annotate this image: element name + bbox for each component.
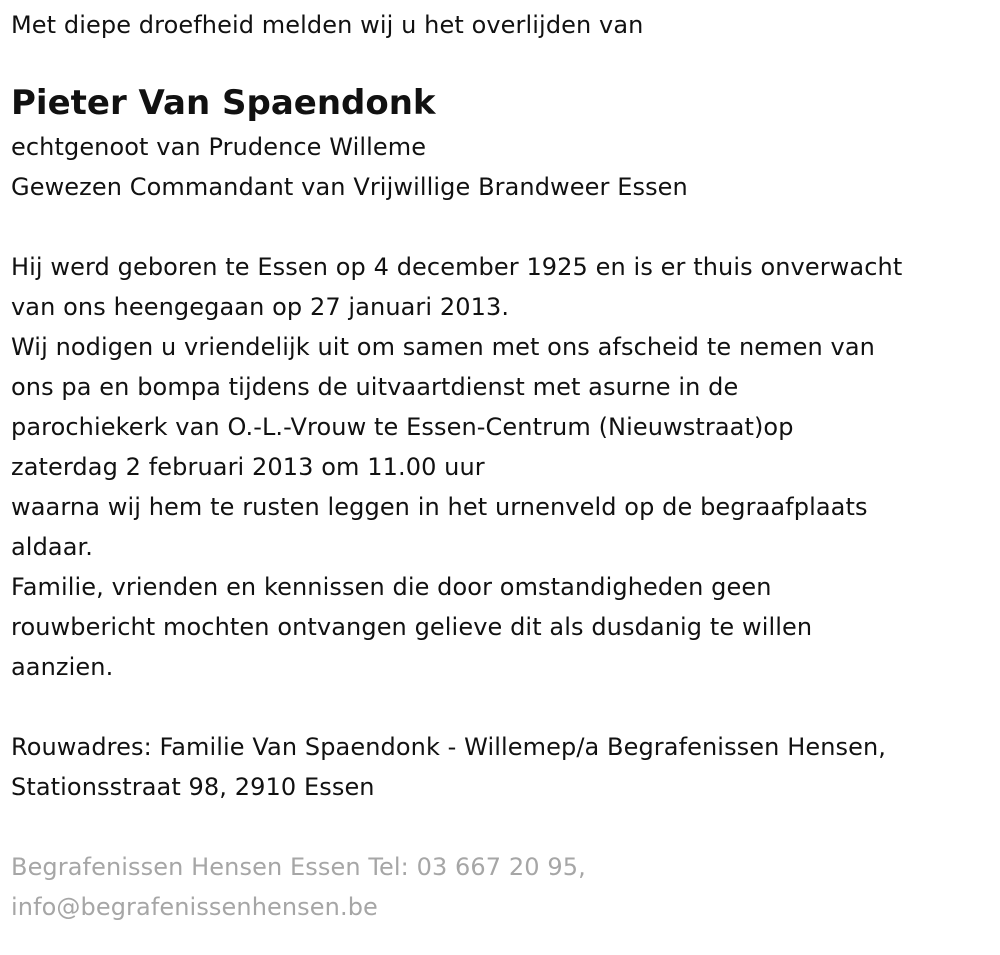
body-line: Wij nodigen u vriendelijk uit om samen met ons afscheid te nemen van — [11, 333, 875, 361]
body-text — [11, 247, 1000, 687]
body-line: waarna wij hem te rusten leggen in het urnenveld op de begraafplaats — [11, 493, 868, 521]
address-line: Rouwadres: Familie Van Spaendonk - Willemep/a Begrafenissen Hensen, — [11, 733, 887, 761]
body-line: van ons heengegaan op 27 januari 2013. — [11, 293, 510, 321]
body-line: zaterdag 2 februari 2013 om 11.00 uur — [11, 453, 485, 481]
deceased-name: Pieter Van Spaendonk — [11, 83, 436, 123]
body-line: rouwbericht mochten ontvangen gelieve dit als dusdanig te willen — [11, 613, 813, 641]
footer-email-line: info@begrafenissenhensen.be — [11, 893, 378, 921]
body-line: Familie, vrienden en kennissen die door omstandigheden geen — [11, 573, 772, 601]
intro-line: Met diepe droefheid melden wij u het overlijden van — [11, 11, 644, 39]
funeral-home-footer — [11, 847, 1000, 927]
body-line: aanzien. — [11, 653, 114, 681]
spacer — [11, 687, 1000, 727]
spacer — [11, 807, 1000, 847]
mourning-address — [11, 727, 1000, 807]
body-line: parochiekerk van O.-L.-Vrouw te Essen-Centrum (Nieuwstraat)op — [11, 413, 794, 441]
obituary-notice — [0, 5, 1000, 955]
body-line: aldaar. — [11, 533, 94, 561]
address-line: Stationsstraat 98, 2910 Essen — [11, 773, 375, 801]
spacer — [11, 207, 1000, 247]
body-line: Hij werd geboren te Essen op 4 december 1925 en is er thuis onverwacht — [11, 253, 903, 281]
footer-phone-line: Begrafenissen Hensen Essen Tel: 03 667 20 95, — [11, 853, 586, 881]
body-line: ons pa en bompa tijdens de uitvaartdienst met asurne in de — [11, 373, 739, 401]
title-line: Gewezen Commandant van Vrijwillige Brandweer Essen — [11, 173, 688, 201]
spouse-line: echtgenoot van Prudence Willeme — [11, 133, 427, 161]
